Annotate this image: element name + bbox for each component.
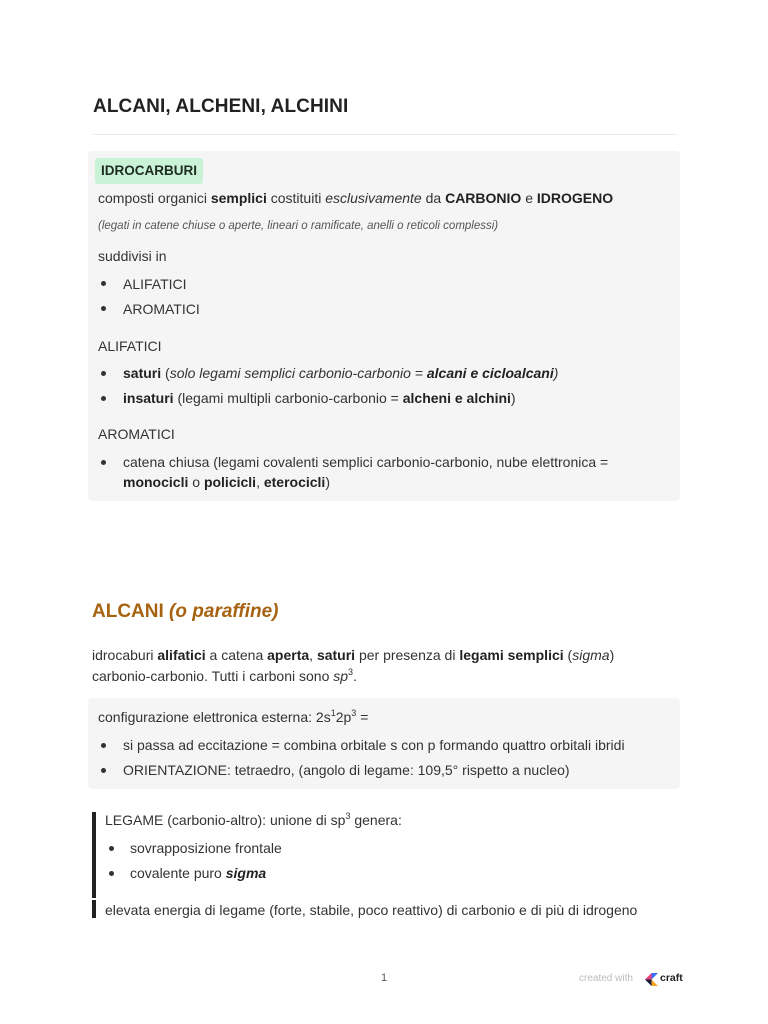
list-item-insaturi: insaturi (legami multipli carbonio-carbonio = alcheni e alchini) — [123, 390, 516, 406]
list-item: ORIENTAZIONE: tetraedro, (angolo di legame: 109,5° rispetto a nucleo) — [123, 762, 570, 778]
list-item: ALIFATICI — [123, 276, 187, 292]
quote-bar — [92, 812, 96, 898]
alcani-intro-line2: carbonio-carbonio. Tutti i carboni sono $sp^3$. — [92, 667, 357, 684]
bullet-dot — [101, 306, 106, 311]
craft-logo-icon — [645, 973, 658, 986]
craft-logo[interactable] — [645, 972, 685, 988]
list-item: sovrapposizione frontale — [130, 840, 282, 856]
configurazione-line: configurazione elettronica esterna: $2s^12p^3$ = — [98, 708, 369, 725]
list-item-saturi: saturi (solo legami semplici carbonio-carbonio = alcani e cicloalcani) — [123, 365, 559, 381]
list-item-aromatici: catena chiusa (legami covalenti semplici carbonio-carbonio, nube elettronica = — [123, 454, 609, 470]
bullet-dot — [101, 281, 106, 286]
bullet-dot — [109, 871, 114, 876]
bullet-dot — [101, 743, 106, 748]
title-divider — [93, 134, 677, 135]
idrocarburi-tag-row — [95, 158, 203, 184]
alcani-intro-line1: idrocaburi alifatici a catena aperta, saturi per presenza di legami semplici (sigma) — [92, 647, 615, 663]
bullet-dot — [101, 371, 106, 376]
list-item: si passa ad eccitazione = combina orbitale s con p formando quattro orbitali ibridi — [123, 737, 625, 753]
craft-brand-label: craft — [660, 972, 683, 984]
page-number: 1 — [380, 972, 388, 984]
subdivided-label: suddivisi in — [98, 248, 167, 264]
alcani-heading: ALCANI (o paraffine) — [92, 601, 279, 622]
idrocarburi-definition: composti organici semplici costituiti esclusivamente da CARBONIO e IDROGENO — [98, 190, 614, 206]
bullet-dot — [101, 768, 106, 773]
list-item: AROMATICI — [123, 301, 200, 317]
alifatici-heading: ALIFATICI — [98, 338, 162, 354]
page-title: ALCANI, ALCHENI, ALCHINI — [93, 96, 349, 117]
list-item-aromatici-cont: monocicli o policicli, eterocicli) — [123, 474, 330, 490]
legame-energy-line: elevata energia di legame (forte, stabile, poco reattivo) di carbonio e di più di idrogeno — [105, 902, 638, 918]
aromatici-heading: AROMATICI — [98, 426, 175, 442]
bullet-dot — [101, 396, 106, 401]
bullet-dot — [101, 460, 106, 465]
created-with-label: created with — [579, 973, 633, 984]
quote-bar — [92, 900, 96, 918]
idrocarburi-note: (legati in catene chiuse o aperte, lineari o ramificate, anelli o reticoli complessi) — [98, 220, 499, 232]
list-item: covalente puro sigma — [130, 865, 267, 881]
idrocarburi-tag: IDROCARBURI — [95, 158, 203, 184]
legame-line: LEGAME (carbonio-altro): unione di $sp^3$ genera: — [105, 811, 402, 828]
bullet-dot — [109, 846, 114, 851]
